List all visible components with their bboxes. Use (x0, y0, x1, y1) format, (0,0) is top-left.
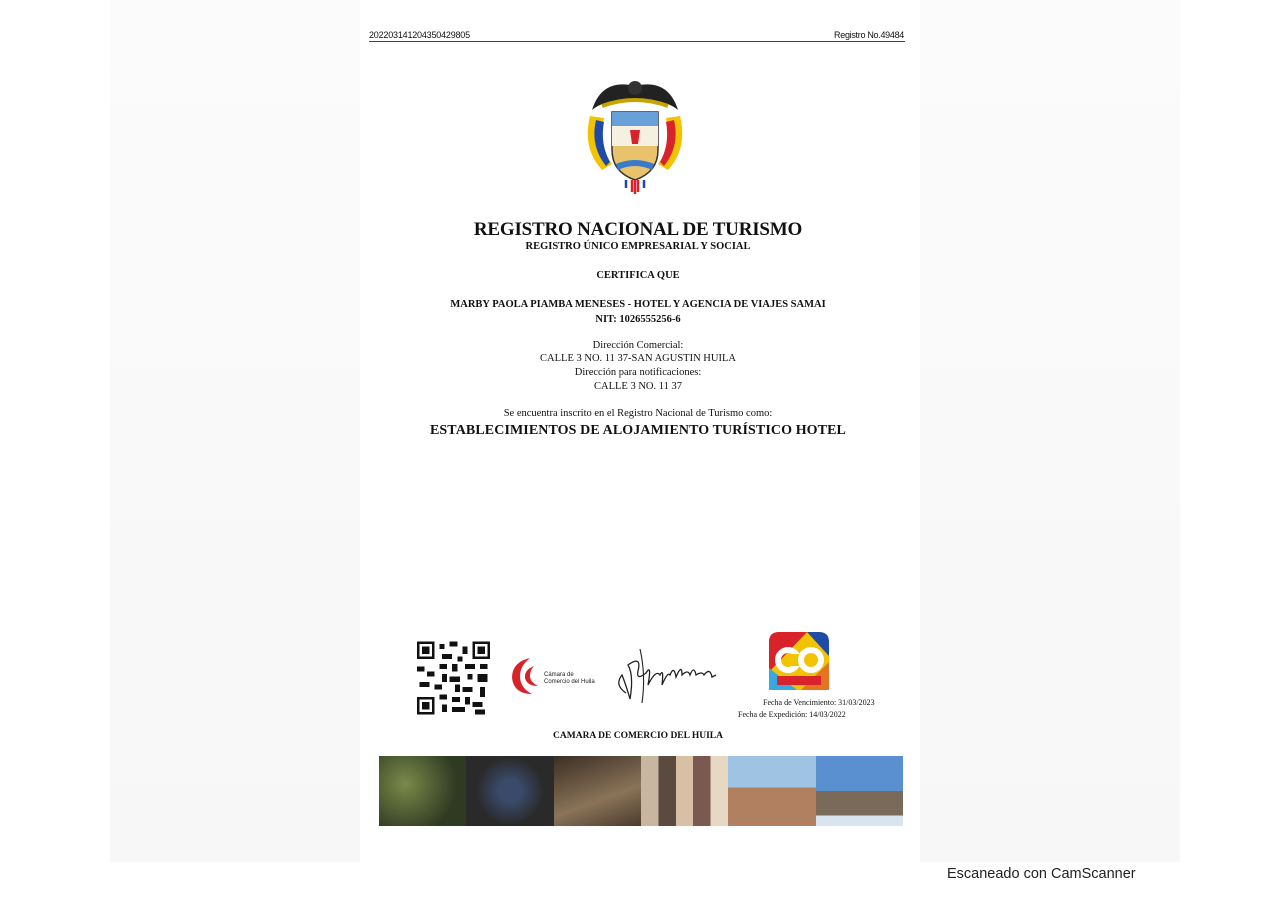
camara-comercio-label: CAMARA DE COMERCIO DEL HUILA (553, 731, 723, 741)
registro-number: Registro No.49484 (834, 30, 904, 40)
fecha-vencimiento: Fecha de Vencimiento: 31/03/2023 (763, 698, 875, 707)
qr-code-icon (417, 641, 490, 715)
registration-category: ESTABLECIMIENTOS DE ALOJAMIENTO TURÍSTICO HOTEL (429, 423, 846, 438)
company-name: MARBY PAOLA PIAMBA MENESES - HOTEL Y AGENCIA DE VIAJES SAMAI (450, 299, 826, 310)
direccion-notificaciones-label: Dirección para notificaciones: (574, 367, 702, 378)
header-divider (369, 41, 905, 42)
direccion-comercial-label: Dirección Comercial: (592, 340, 684, 351)
document-title: REGISTRO NACIONAL DE TURISMO (473, 219, 803, 240)
photo-rock (816, 756, 903, 826)
camara-comercio-logo-icon (508, 654, 544, 698)
inscrito-text: Se encuentra inscrito en el Registro Nacional de Turismo como: (503, 408, 773, 419)
direccion-comercial-value: CALLE 3 NO. 11 37-SAN AGUSTIN HUILA (540, 353, 736, 364)
document-subtitle: REGISTRO ÚNICO EMPRESARIAL Y SOCIAL (525, 241, 751, 252)
photo-church (728, 756, 815, 826)
colombia-co-logo-icon (767, 632, 831, 692)
photo-forest (379, 756, 466, 826)
camscanner-watermark: Escaneado con CamScanner (947, 866, 1136, 882)
certifica-heading: CERTIFICA QUE (596, 270, 680, 281)
photo-statues (554, 756, 641, 826)
photo-colonial-street (641, 756, 728, 826)
tourism-photo-strip (379, 756, 903, 826)
nit-number: NIT: 1026555256-6 (595, 314, 681, 325)
fecha-expedicion: Fecha de Expedición: 14/03/2022 (738, 710, 846, 719)
colombia-coat-of-arms-icon (582, 68, 688, 194)
signature-icon (612, 645, 724, 705)
direccion-notificaciones-value: CALLE 3 NO. 11 37 (594, 381, 682, 392)
document-number: 20220314120435042980​5 (369, 30, 470, 40)
camara-logo-text: Cámara de Comercio del Huila (544, 672, 595, 685)
photo-condor (466, 756, 553, 826)
certificate-page (360, 0, 920, 862)
